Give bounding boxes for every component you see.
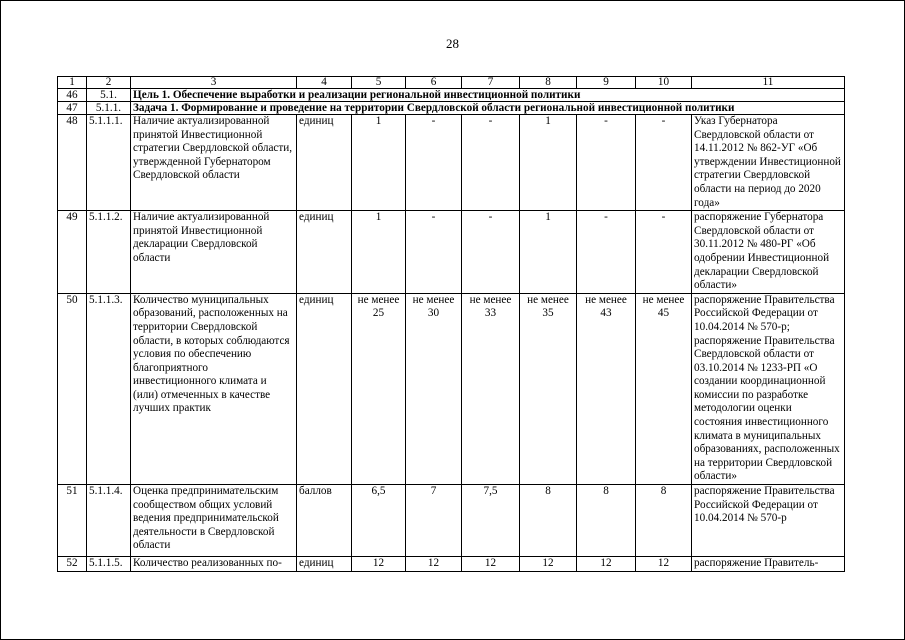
column-number: 7 — [462, 77, 520, 89]
value-cell: не менее 30 — [406, 293, 462, 484]
section-row-task — [58, 102, 845, 115]
page-number: 28 — [446, 36, 459, 51]
value-cell: - — [577, 211, 636, 294]
column-number: 10 — [636, 77, 692, 89]
row-number: 48 — [58, 115, 87, 211]
value-cell: 8 — [577, 485, 636, 557]
column-number: 9 — [577, 77, 636, 89]
value-cell: - — [406, 211, 462, 294]
value-cell: 7 — [406, 485, 462, 557]
row-code: 5.1.1. — [87, 102, 131, 115]
value-cell: не менее 43 — [577, 293, 636, 484]
unit: баллов — [297, 485, 352, 557]
table-row — [58, 557, 845, 572]
value-cell: 12 — [406, 557, 462, 572]
table-row — [58, 115, 845, 211]
value-cell: 12 — [577, 557, 636, 572]
value-cell: 1 — [520, 211, 577, 294]
row-code: 5.1.1.3. — [87, 293, 131, 484]
value-cell: 7,5 — [462, 485, 520, 557]
source-document: распоряжение Правительства Российской Федерации от 10.04.2014 № 570-р; распоряжение Правительства Свердловской области от 03.10.2014 № 1233-РП «О создании координационной комиссии по разработке методологии оценки состояния инвестиционного климата в муниципальных образованиях, расположенных на территории Свердловской области» — [692, 293, 845, 484]
row-number: 50 — [58, 293, 87, 484]
indicator-name: Количество реализованных по- — [131, 557, 297, 572]
section-title: Цель 1. Обеспечение выработки и реализации региональной инвестиционной политики — [131, 89, 845, 102]
value-cell: - — [577, 115, 636, 211]
row-number: 49 — [58, 211, 87, 294]
indicator-name: Оценка предпринимательским сообществом общих условий ведения предпринимательской деятельности в Свердловской области — [131, 485, 297, 557]
column-number: 3 — [131, 77, 297, 89]
value-cell: - — [462, 211, 520, 294]
row-code: 5.1.1.4. — [87, 485, 131, 557]
value-cell: 12 — [520, 557, 577, 572]
source-document: распоряжение Правитель- — [692, 557, 845, 572]
value-cell: - — [636, 115, 692, 211]
row-code: 5.1.1.5. — [87, 557, 131, 572]
value-cell: 1 — [352, 115, 406, 211]
unit: единиц — [297, 557, 352, 572]
column-number: 4 — [297, 77, 352, 89]
value-cell: не менее 25 — [352, 293, 406, 484]
value-cell: не менее 35 — [520, 293, 577, 484]
value-cell: 12 — [462, 557, 520, 572]
indicator-table — [57, 76, 845, 572]
row-number: 47 — [58, 102, 87, 115]
unit: единиц — [297, 115, 352, 211]
value-cell: не менее 33 — [462, 293, 520, 484]
unit: единиц — [297, 293, 352, 484]
row-number: 46 — [58, 89, 87, 102]
source-document: Указ Губернатора Свердловской области от 14.11.2012 № 862-УГ «Об утверждении Инвестиционной стратегии Свердловской области на период до 2020 года» — [692, 115, 845, 211]
column-number: 2 — [87, 77, 131, 89]
value-cell: 8 — [520, 485, 577, 557]
value-cell: - — [636, 211, 692, 294]
indicator-name: Наличие актуализированной принятой Инвестиционной декларации Свердловской области — [131, 211, 297, 294]
value-cell: 8 — [636, 485, 692, 557]
value-cell: 12 — [636, 557, 692, 572]
indicator-name: Наличие актуализированной принятой Инвестиционной стратегии Свердловской области, утвержденной Губернатором Свердловской области — [131, 115, 297, 211]
indicator-name: Количество муниципальных образований, расположенных на территории Свердловской области, в которых соблюдаются условия по обеспечению благоприятного инвестиционного климата и (или) отмеченных в качестве лучших практик — [131, 293, 297, 484]
table-row — [58, 293, 845, 484]
section-title: Задача 1. Формирование и проведение на территории Свердловской области региональной инвестиционной политики — [131, 102, 845, 115]
value-cell: не менее 45 — [636, 293, 692, 484]
value-cell: 1 — [520, 115, 577, 211]
unit: единиц — [297, 211, 352, 294]
column-number: 11 — [692, 77, 845, 89]
row-code: 5.1. — [87, 89, 131, 102]
value-cell: 6,5 — [352, 485, 406, 557]
column-number: 1 — [58, 77, 87, 89]
section-row-goal — [58, 89, 845, 102]
source-document: распоряжение Правительства Российской Федерации от 10.04.2014 № 570-р — [692, 485, 845, 557]
column-number-row — [58, 77, 845, 89]
column-number: 5 — [352, 77, 406, 89]
row-number: 51 — [58, 485, 87, 557]
value-cell: 1 — [352, 211, 406, 294]
value-cell: 12 — [352, 557, 406, 572]
value-cell: - — [406, 115, 462, 211]
row-code: 5.1.1.1. — [87, 115, 131, 211]
table-row — [58, 211, 845, 294]
column-number: 8 — [520, 77, 577, 89]
table-row — [58, 485, 845, 557]
row-code: 5.1.1.2. — [87, 211, 131, 294]
column-number: 6 — [406, 77, 462, 89]
source-document: распоряжение Губернатора Свердловской области от 30.11.2012 № 480-РГ «Об одобрении Инвестиционной декларации Свердловской области» — [692, 211, 845, 294]
value-cell: - — [462, 115, 520, 211]
row-number: 52 — [58, 557, 87, 572]
